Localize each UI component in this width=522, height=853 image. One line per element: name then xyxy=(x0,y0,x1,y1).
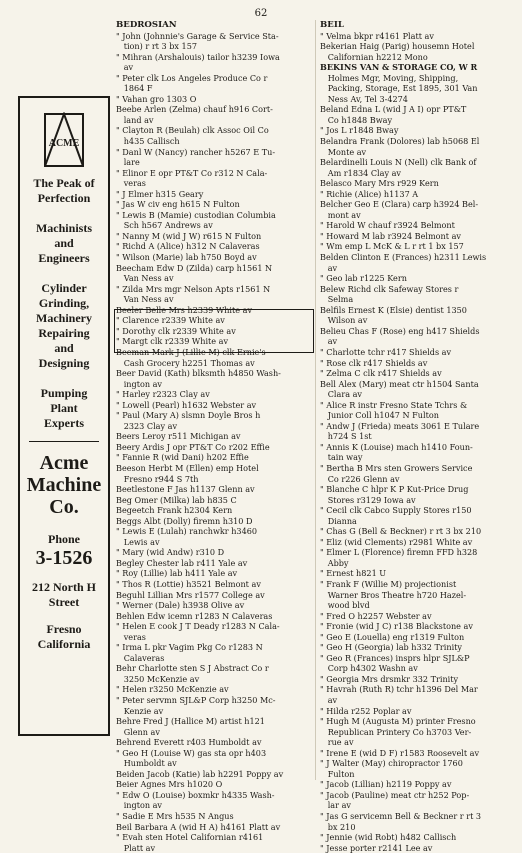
directory-entry: Belasco Mary Mrs r929 Kern xyxy=(320,178,439,189)
directory-entry: Kenzie av xyxy=(116,705,164,716)
directory-entry: h435 Callisch xyxy=(116,136,180,147)
directory-entry: " Mary (wid Andw) r310 D xyxy=(116,547,225,558)
directory-entry: " Charlotte tchr r417 Shields av xyxy=(320,346,452,357)
directory-entry: Monte av xyxy=(320,146,367,157)
directory-entry: " Lewis B (Mamie) custodian Columbia xyxy=(116,209,276,220)
directory-entry: Wilson av xyxy=(320,315,368,326)
directory-entry: Beebe Arlen (Zelma) chauf h916 Cort- xyxy=(116,104,273,115)
directory-entry: " Geo R (Frances) insprs hlpr SJL&P xyxy=(320,652,470,663)
directory-entry: Holmes Mgr, Moving, Shipping, xyxy=(320,72,459,83)
directory-entry: " Harold W chauf r3924 Belmont xyxy=(320,220,455,231)
directory-entry: Packing, Storage, Est 1895, 301 Van xyxy=(320,83,478,94)
ad-tagline-line: and xyxy=(54,341,74,355)
directory-entry: " Hilda r252 Poplar av xyxy=(320,705,412,716)
ad-company-line: Co. xyxy=(49,496,79,518)
directory-entry: land av xyxy=(116,114,154,125)
ad-tagline-line: Plant xyxy=(50,401,78,415)
directory-entry: " Evah sten Hotel Californian r4161 xyxy=(116,832,264,843)
directory-entry: " Jacob (Pauline) meat ctr h252 Pop- xyxy=(320,789,470,800)
directory-entry: " Jesse porter r2141 Lee av xyxy=(320,842,433,853)
ad-tagline-line: and xyxy=(54,236,74,250)
directory-entry: Corp h4302 Washn av xyxy=(320,663,418,674)
directory-entry: " John (Johnnie's Garage & Service Sta- xyxy=(116,30,279,41)
ad-tagline-line: Machinery xyxy=(36,311,92,325)
ad-company-line: Machine xyxy=(26,474,102,496)
directory-entry: Beguhl Lillian Mrs r1577 College av xyxy=(116,589,265,600)
directory-entry: Begley Chester lab r411 Yale av xyxy=(116,557,248,568)
directory-entry: " Jennie (wid Robt) h482 Callisch xyxy=(320,832,457,843)
directory-entry: lar av xyxy=(320,800,351,811)
ad-tagline-line xyxy=(33,266,94,281)
directory-entry: Van Ness av xyxy=(116,273,174,284)
directory-entry: Republican Printery Co h3703 Ver- xyxy=(320,726,472,737)
directory-entry: Belcher Geo E (Clara) carp h3924 Bel- xyxy=(320,199,479,210)
directory-entry: Beeman Mark J (Lillie M) clk Ernie's xyxy=(116,346,266,357)
directory-entry: h724 S 1st xyxy=(320,431,372,442)
ad-phone-label: Phone xyxy=(47,532,80,546)
directory-entry: Calaveras xyxy=(116,652,165,663)
ad-tagline-line xyxy=(33,206,94,221)
directory-entry: Junior Coll h1047 N Fulton xyxy=(320,410,439,421)
directory-entry: Van Ness av xyxy=(116,294,174,305)
directory-entry: ington av xyxy=(116,800,163,811)
left-column-entries xyxy=(116,31,312,853)
ad-city xyxy=(38,622,91,652)
directory-entry: Begeetch Frank h2304 Kern xyxy=(116,505,233,516)
directory-entry: Behre Fred J (Hallice M) artist h121 xyxy=(116,716,265,727)
directory-entry: Lewis av xyxy=(116,536,160,547)
directory-entry: Co r226 Glenn av xyxy=(320,473,400,484)
directory-entry: Sch h567 Andrews av xyxy=(116,220,213,231)
directory-entry: Ness Av, Tel 3-4274 xyxy=(320,93,408,104)
directory-entry: " J Elmer h315 Geary xyxy=(116,188,204,199)
directory-entry: " Chas G (Bell & Beckner) r rt 3 bx 210 xyxy=(320,526,482,537)
ad-tagline-line: The Peak of xyxy=(33,176,95,190)
ad-address-line: 212 North H xyxy=(32,580,96,594)
directory-entry: " Richie (Alice) h1137 A xyxy=(320,188,419,199)
directory-entry: " Jas W civ eng h615 N Fulton xyxy=(116,199,240,210)
directory-entry: Behr Charlotte sten S J Abstract Co r xyxy=(116,663,269,674)
directory-entry: Stores r3129 Iowa av xyxy=(320,494,416,505)
directory-entry: " Bertha B Mrs sten Growers Service xyxy=(320,462,473,473)
svg-text:ACME: ACME xyxy=(48,138,80,149)
directory-entry: " Ernest h821 U xyxy=(320,568,387,579)
directory-entry: " Werner (Dale) h3938 Olive av xyxy=(116,600,245,611)
directory-entry: av xyxy=(320,695,338,705)
directory-entry: " Peter servmn SJL&P Corp h3250 Mc- xyxy=(116,695,276,705)
directory-entry: tain way xyxy=(320,452,363,463)
directory-entry: Belden Clinton E (Frances) h2311 Lewis xyxy=(320,252,487,263)
ad-tagline-line: Machinists xyxy=(35,221,92,235)
directory-entry: " Geo H (Georgia) lab h332 Trinity xyxy=(320,642,462,653)
ad-tagline-line: Perfection xyxy=(37,191,91,205)
directory-entry: " Andw J (Frieda) meats 3061 E Tulare xyxy=(320,420,480,431)
directory-entry: veras xyxy=(116,178,146,189)
acme-logo xyxy=(39,112,89,168)
directory-entry: " Annis K (Louise) mach h1410 Foun- xyxy=(320,441,473,452)
directory-entry: Beer David (Kath) blksmth h4850 Wash- xyxy=(116,368,281,379)
ad-tagline-line: Grinding, xyxy=(38,296,90,310)
directory-entry: Beil Barbara A (wid H A) h4161 Platt av xyxy=(116,821,281,832)
directory-entry: Belew Richd clk Safeway Stores r xyxy=(320,283,459,294)
right-column-heading: BEIL xyxy=(320,20,344,30)
directory-entry: Am r1834 Clay av xyxy=(320,167,402,178)
directory-entry: " Clarence r2339 White av xyxy=(116,315,225,326)
directory-entry: " Lowell (Pearl) h1632 Webster av xyxy=(116,399,257,410)
ad-divider xyxy=(29,441,99,442)
ad-phone-number: 3-1526 xyxy=(35,547,93,569)
directory-entry: Beeson Herbt M (Ellen) emp Hotel xyxy=(116,462,259,473)
left-column-heading: BEDROSIAN xyxy=(116,20,177,30)
directory-entry: " Roy (Lillie) lab h411 Yale av xyxy=(116,568,238,579)
left-column xyxy=(116,20,312,853)
directory-entry: " Havrah (Ruth R) tchr h1396 Del Mar xyxy=(320,684,478,695)
ad-address-line: Street xyxy=(48,595,80,609)
directory-entry: " Fronie (wid J C) r138 Blackstone av xyxy=(320,621,473,632)
directory-entry: wood blvd xyxy=(320,600,370,611)
directory-entry: Beier Agnes Mrs h1020 O xyxy=(116,779,223,790)
directory-entry: " Nanny M (wid J W) r615 N Fulton xyxy=(116,230,262,241)
directory-entry: " Thos R (Lottie) h3521 Belmont av xyxy=(116,578,261,589)
directory-entry: " Irma L pkr Vagim Pkg Co r1283 N xyxy=(116,642,263,653)
directory-entry: " Howard M lab r3924 Belmont av xyxy=(320,230,461,241)
directory-entry: 1864 F xyxy=(116,83,153,94)
directory-entry: Bekerian Haig (Parig) housemn Hotel xyxy=(320,41,475,52)
directory-entry: " Margt clk r2339 White av xyxy=(116,336,229,347)
directory-entry: Bell Alex (Mary) meat ctr h1504 Santa xyxy=(320,378,479,389)
directory-entry: " Clayton R (Beulah) clk Assoc Oil Co xyxy=(116,125,269,136)
directory-entry: Fulton xyxy=(320,768,355,779)
directory-entry: " Elmer L (Florence) firemn FFD h328 xyxy=(320,547,478,558)
directory-entry: 2323 Clay av xyxy=(116,420,178,431)
directory-entry: " Frank F (Willie M) projectionist xyxy=(320,578,457,589)
acme-advertisement xyxy=(18,96,110,736)
directory-entry: " Cecil clk Cabco Supply Stores r150 xyxy=(320,505,472,516)
directory-entry: Humboldt av xyxy=(116,758,177,769)
directory-entry: " Dorothy clk r2339 White av xyxy=(116,325,236,336)
directory-entry: " Harley r2323 Clay av xyxy=(116,389,210,400)
directory-entry: " Rose clk r417 Shields av xyxy=(320,357,428,368)
directory-entry: " Geo E (Louella) eng r1319 Fulton xyxy=(320,631,465,642)
directory-entry: veras xyxy=(116,631,146,642)
directory-entry: Beetlestone F Jas h1137 Glenn av xyxy=(116,484,255,495)
directory-entry: " Lewis E (Lulah) ranchwkr h3460 xyxy=(116,526,258,537)
directory-entry: " Irene E (wid D F) r1583 Roosevelt av xyxy=(320,747,480,758)
directory-entry: " Paul (Mary A) slsmn Doyle Bros h xyxy=(116,410,261,421)
directory-entry: " Jos L r1848 Bway xyxy=(320,125,399,136)
directory-entry: " Hugh M (Augusta M) printer Fresno xyxy=(320,716,476,727)
directory-entry: Behrend Everett r403 Humboldt av xyxy=(116,737,262,748)
directory-entry: " Wilson (Marie) lab h750 Boyd av xyxy=(116,252,257,263)
directory-entry: Beiden Jacob (Katie) lab h2291 Poppy av xyxy=(116,768,284,779)
directory-entry: " Helen E cook J T Deady r1283 N Cala- xyxy=(116,621,280,632)
ad-tagline-line: Pumping xyxy=(40,386,88,400)
directory-entry: Selma xyxy=(320,294,354,305)
directory-entry: " J Walter (May) chiropractor 1760 xyxy=(320,758,463,769)
directory-entry: " Richd A (Alice) h312 N Calaveras xyxy=(116,241,260,252)
ad-tagline xyxy=(33,176,94,431)
directory-entry: Californian h2212 Mono xyxy=(320,51,428,62)
directory-entry: " Jacob (Lillian) h2119 Poppy av xyxy=(320,779,452,790)
ad-tagline-line: Engineers xyxy=(38,251,90,265)
directory-entry: Beers Leroy r511 Michigan av xyxy=(116,431,241,442)
ad-city-line: California xyxy=(37,637,91,651)
page-number: 62 xyxy=(254,8,268,19)
ad-address xyxy=(32,580,96,610)
ad-tagline-line: Repairing xyxy=(38,326,90,340)
directory-entry: Co h1848 Bway xyxy=(320,114,393,125)
directory-entry: " Geo H (Louise W) gas sta opr h403 xyxy=(116,747,267,758)
directory-entry: Beery Ardis J opr PT&T Co r202 Effie xyxy=(116,441,270,452)
directory-entry: BEKINS VAN & STORAGE CO, W R xyxy=(320,62,478,73)
directory-entry: " Edw O (Louise) boxmkr h4335 Wash- xyxy=(116,789,275,800)
directory-entry: Belandra Frank (Dolores) lab h5068 El xyxy=(320,136,480,147)
directory-entry: ington av xyxy=(116,378,163,389)
directory-entry: Clara av xyxy=(320,389,362,400)
directory-entry: " Georgia Mrs drsmkr 332 Trinity xyxy=(320,673,459,684)
ad-tagline-line: Cylinder xyxy=(41,281,87,295)
directory-entry: " Helen r3250 McKenzie av xyxy=(116,684,229,695)
directory-entry: 3250 McKenzie av xyxy=(116,673,200,684)
directory-entry: " Danl W (Nancy) rancher h5267 E Tu- xyxy=(116,146,276,157)
directory-entry: " Geo lab r1225 Kern xyxy=(320,273,407,284)
directory-entry: bx 210 xyxy=(320,821,356,832)
directory-entry: " Zilda Mrs mgr Nelson Apts r1561 N xyxy=(116,283,271,294)
directory-entry: mont av xyxy=(320,209,361,220)
directory-entry: Beland Edna L (wid J A I) opr PT&T xyxy=(320,104,467,115)
directory-entry: Belfils Ernest K (Elsie) dentist 1350 xyxy=(320,304,467,315)
directory-entry: Belieu Chas F (Rose) eng h417 Shields xyxy=(320,325,480,336)
directory-entry: " Peter clk Los Angeles Produce Co r xyxy=(116,72,268,83)
directory-entry: Belardinelli Louis N (Nell) clk Bank of xyxy=(320,157,477,168)
directory-entry: av xyxy=(116,62,134,73)
acme-logo-graphic xyxy=(39,112,89,168)
directory-entry: Fresno r944 S 7th xyxy=(116,473,199,484)
directory-entry: " Sadie E Mrs h535 N Angus xyxy=(116,811,234,822)
directory-entry: " Vahan gro 1303 O xyxy=(116,93,197,104)
directory-entry: " Blanche C hlpr K P Kut-Price Drug xyxy=(320,484,469,495)
ad-tagline-line: Designing xyxy=(38,356,90,370)
directory-entry: " Zelma C clk r417 Shields av xyxy=(320,368,442,379)
directory-entry: rue av xyxy=(320,737,354,748)
directory-entry: tion) r rt 3 bx 157 xyxy=(116,41,198,52)
directory-entry: Beeler Belle Mrs h2339 White av xyxy=(116,304,253,315)
directory-entry: " Alice R instr Fresno State Tchrs & xyxy=(320,399,468,410)
directory-entry: Beecham Edw D (Zilda) carp h1561 N xyxy=(116,262,273,273)
ad-company-line: Acme xyxy=(39,452,89,474)
directory-entry: " Velma bkpr r4161 Platt av xyxy=(320,30,434,41)
directory-entry: " Wm emp L McK & L r rt 1 bx 157 xyxy=(320,241,464,252)
directory-entry: av xyxy=(320,336,338,347)
directory-entry: lare xyxy=(116,157,140,168)
directory-entry: Behlen Edw icemn r1283 N Calaveras xyxy=(116,610,273,621)
right-column xyxy=(320,20,516,853)
directory-entry: Beg Omer (Milka) lab h835 C xyxy=(116,494,237,505)
ad-company-name xyxy=(27,452,101,518)
ad-tagline-line: Experts xyxy=(44,416,84,430)
directory-entry: " Jas G servicemn Bell & Beckner r rt 3 xyxy=(320,811,482,822)
directory-entry: " Fred O h2257 Webster av xyxy=(320,610,432,621)
directory-entry: Cash Grocery h2251 Thomas av xyxy=(116,357,255,368)
right-column-entries xyxy=(320,31,516,853)
ad-city-line: Fresno xyxy=(46,622,82,636)
directory-entry: Platt av xyxy=(116,842,156,853)
directory-entry: Glenn av xyxy=(116,726,160,737)
directory-entry: av xyxy=(320,262,338,273)
directory-entry: " Elinor E opr PT&T Co r312 N Cala- xyxy=(116,167,268,178)
directory-entry: Abby xyxy=(320,557,349,568)
directory-entry: Warner Bros Theatre h720 Hazel- xyxy=(320,589,467,600)
ad-tagline-line xyxy=(33,371,94,386)
directory-entry: " Fannie R (wid Dani) h202 Effie xyxy=(116,452,249,463)
directory-entry: " Eliz (wid Clements) r2981 White av xyxy=(320,536,473,547)
directory-entry: " Mihran (Arshalouis) tailor h3239 Iowa xyxy=(116,51,280,62)
directory-entry: Beggs Albt (Dolly) firemn h310 D xyxy=(116,515,253,526)
column-divider xyxy=(315,20,316,780)
directory-entry: Dianna xyxy=(320,515,357,526)
